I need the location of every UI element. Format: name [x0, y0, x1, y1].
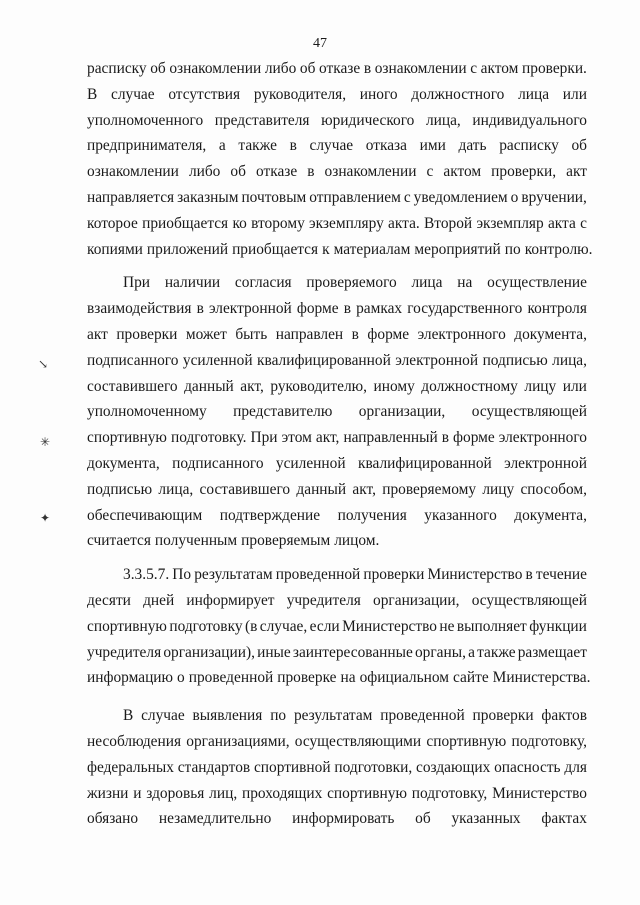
text-line: десяти дней информирует учредителя организации, осуществляющей — [87, 591, 587, 609]
page-number: 47 — [313, 36, 327, 51]
text-line: спортивную подготовку (в случае, если Министерство не выполняет функции — [87, 617, 587, 635]
text-line: которое приобщается ко второму экземпляру акта. Второй экземпляр акта с — [87, 214, 587, 232]
text-line: копиями приложений приобщается к материалам мероприятий по контролю. — [87, 240, 593, 258]
text-line: составившего данный акт, руководителю, иному должностному лицу или — [87, 377, 587, 395]
text-line: ознакомлении либо об отказе в ознакомлении с актом проверки, акт — [87, 163, 587, 181]
text-line: направляется заказным почтовым отправлением с уведомлением о вручении, — [87, 188, 587, 206]
text-line: В случае выявления по результатам проведенной проверки фактов — [123, 707, 587, 725]
text-line: взаимодействия в электронной форме в рамках государственного контроля — [87, 300, 587, 318]
text-line: уполномоченному представителю организации, осуществляющей — [87, 403, 587, 421]
text-line: федеральных стандартов спортивной подготовки, создающих опасность для — [87, 758, 587, 776]
text-line: расписку об ознакомлении либо об отказе в ознакомлении с актом проверки. — [87, 60, 587, 77]
scan-mark: ✳ — [40, 435, 51, 449]
text-line: несоблюдения организациями, осуществляющими спортивную подготовку, — [87, 732, 587, 750]
text-line: уполномоченного представителя юридического лица, индивидуального — [87, 111, 587, 129]
text-line: спортивную подготовку. При этом акт, направленный в форме электронного — [87, 429, 587, 447]
paragraph — [87, 703, 587, 832]
text-line: подписанного усиленной квалифицированной электронной подписью лица, — [87, 351, 587, 369]
text-line: считается полученным проверяемым лицом. — [87, 532, 380, 550]
text-line: жизни и здоровья лиц, проходящих спортивную подготовку, Министерство — [87, 784, 587, 802]
text-line: предпринимателя, а также в случае отказа ими дать расписку об — [87, 137, 587, 155]
text-line: обязано незамедлительно информировать об указанных фактах — [87, 810, 587, 828]
scan-mark: ✦ — [40, 511, 51, 525]
paragraph — [87, 270, 587, 554]
text-line: В случае отсутствия руководителя, иного должностного лица или — [87, 85, 587, 103]
text-line: подписью лица, составившего данный акт, проверяемому лицу способом, — [87, 480, 587, 498]
paragraph — [87, 562, 591, 691]
document-body — [87, 56, 593, 832]
text-line: информацию о проведенной проверке на официальном сайте Министерства. — [87, 669, 591, 687]
scan-mark: ↘ — [38, 357, 49, 371]
text-line: При наличии согласия проверяемого лица на осуществление — [123, 274, 587, 292]
text-line: документа, подписанного усиленной квалифицированной электронной — [87, 454, 587, 472]
text-line: 3.3.5.7. По результатам проведенной проверки Министерство в течение — [123, 566, 587, 584]
paragraph — [87, 56, 593, 262]
text-line: обеспечивающим подтверждение получения указанного документа, — [87, 506, 587, 524]
text-line: учредителя организации), иные заинтересованные органы, а также размещает — [87, 643, 587, 661]
text-line: акт проверки может быть направлен в форме электронного документа, — [87, 325, 587, 343]
